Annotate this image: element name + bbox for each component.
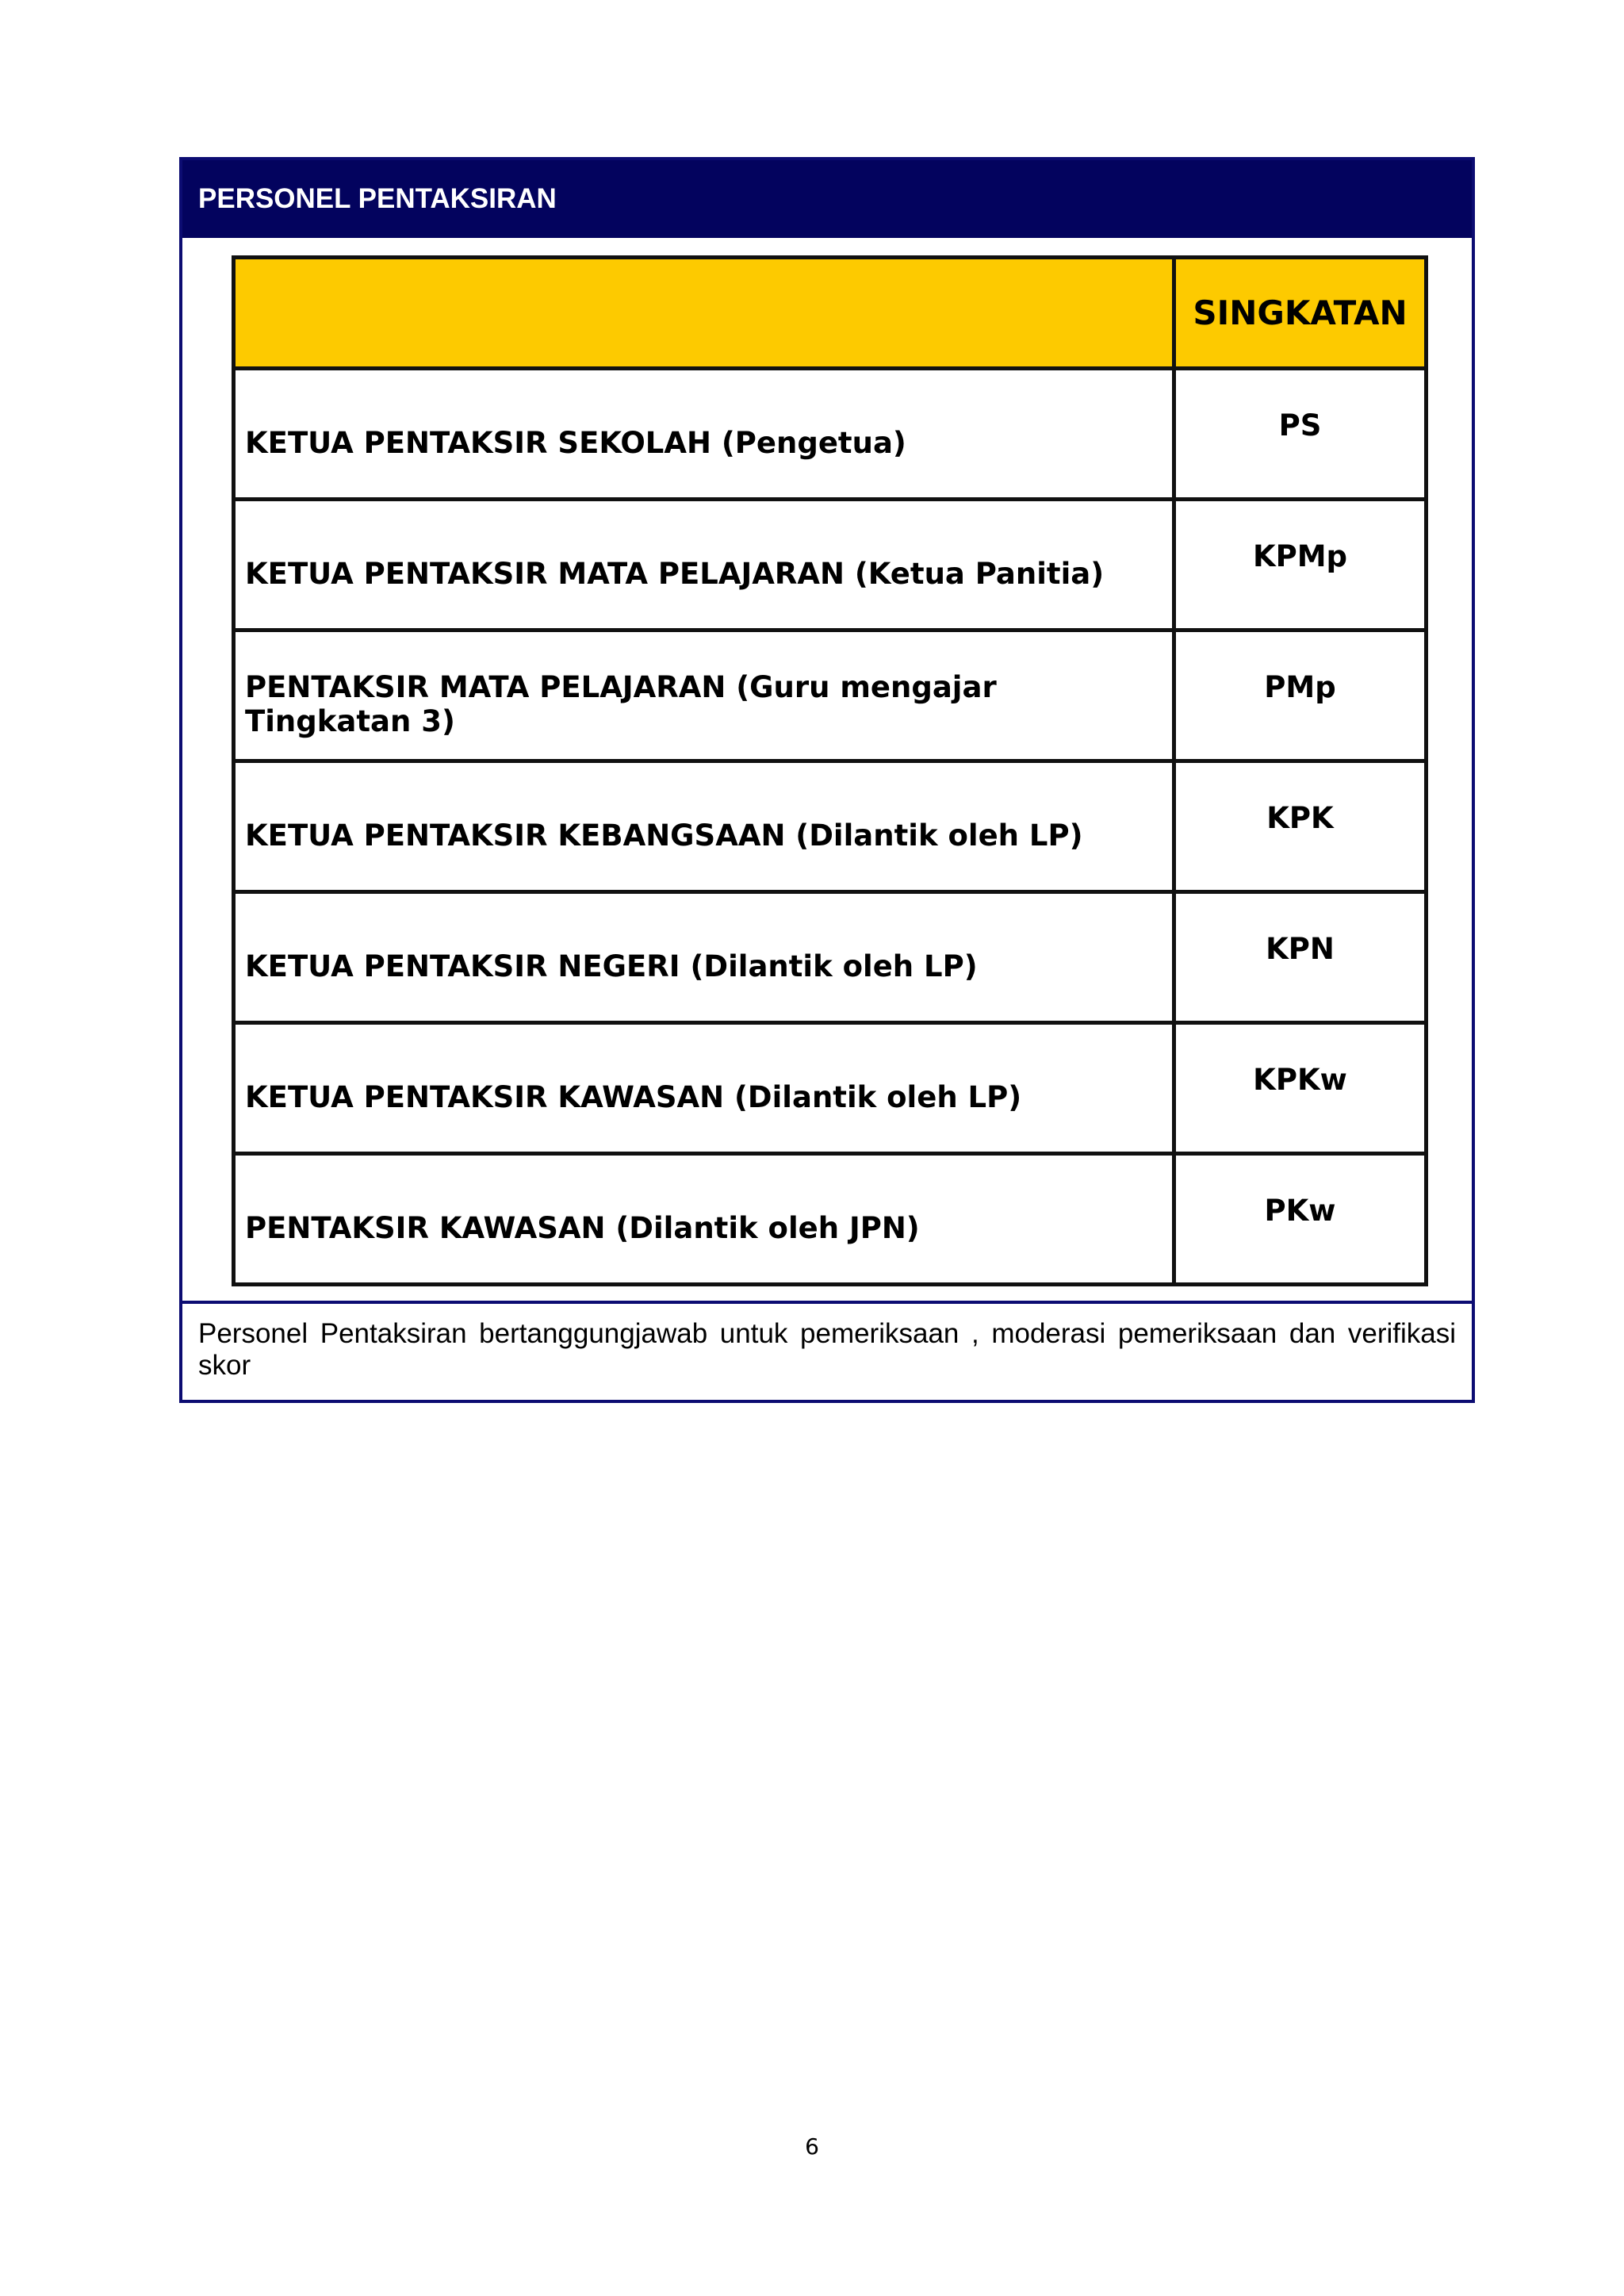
- role-cell: PENTAKSIR KAWASAN (Dilantik oleh JPN): [234, 1154, 1174, 1285]
- table-row: [234, 761, 1427, 892]
- personnel-section-frame: [179, 157, 1475, 1403]
- table-row: [234, 1023, 1427, 1154]
- table-row: [234, 1154, 1427, 1285]
- role-cell: KETUA PENTAKSIR NEGERI (Dilantik oleh LP): [234, 892, 1174, 1023]
- abbreviation-cell: KPN: [1174, 892, 1427, 1023]
- abbreviation-cell: PS: [1174, 369, 1427, 500]
- role-column-header: [234, 258, 1174, 369]
- abbreviation-cell: KPKw: [1174, 1023, 1427, 1154]
- section-divider: [182, 1301, 1472, 1304]
- section-title: PERSONEL PENTAKSIRAN: [182, 160, 1472, 238]
- abbreviation-cell: KPMp: [1174, 500, 1427, 631]
- page-number: 6: [805, 2133, 819, 2160]
- table-header-row: [234, 258, 1427, 369]
- table-row: [234, 631, 1427, 761]
- role-cell: KETUA PENTAKSIR MATA PELAJARAN (Ketua Panitia): [234, 500, 1174, 631]
- role-cell: KETUA PENTAKSIR KAWASAN (Dilantik oleh LP): [234, 1023, 1174, 1154]
- table-row: [234, 369, 1427, 500]
- personnel-table: [232, 255, 1428, 1286]
- personnel-table-container: [232, 255, 1424, 1286]
- table-row: [234, 892, 1427, 1023]
- role-cell: KETUA PENTAKSIR SEKOLAH (Pengetua): [234, 369, 1174, 500]
- section-note: Personel Pentaksiran bertanggungjawab untuk pemeriksaan , moderasi pemeriksaan dan verifikasi skor: [198, 1318, 1456, 1381]
- table-row: [234, 500, 1427, 631]
- role-cell: KETUA PENTAKSIR KEBANGSAAN (Dilantik oleh LP): [234, 761, 1174, 892]
- role-cell: PENTAKSIR MATA PELAJARAN (Guru mengajar Tingkatan 3): [234, 631, 1174, 761]
- abbreviation-column-header: SINGKATAN: [1174, 258, 1427, 369]
- abbreviation-cell: PMp: [1174, 631, 1427, 761]
- abbreviation-cell: PKw: [1174, 1154, 1427, 1285]
- abbreviation-cell: KPK: [1174, 761, 1427, 892]
